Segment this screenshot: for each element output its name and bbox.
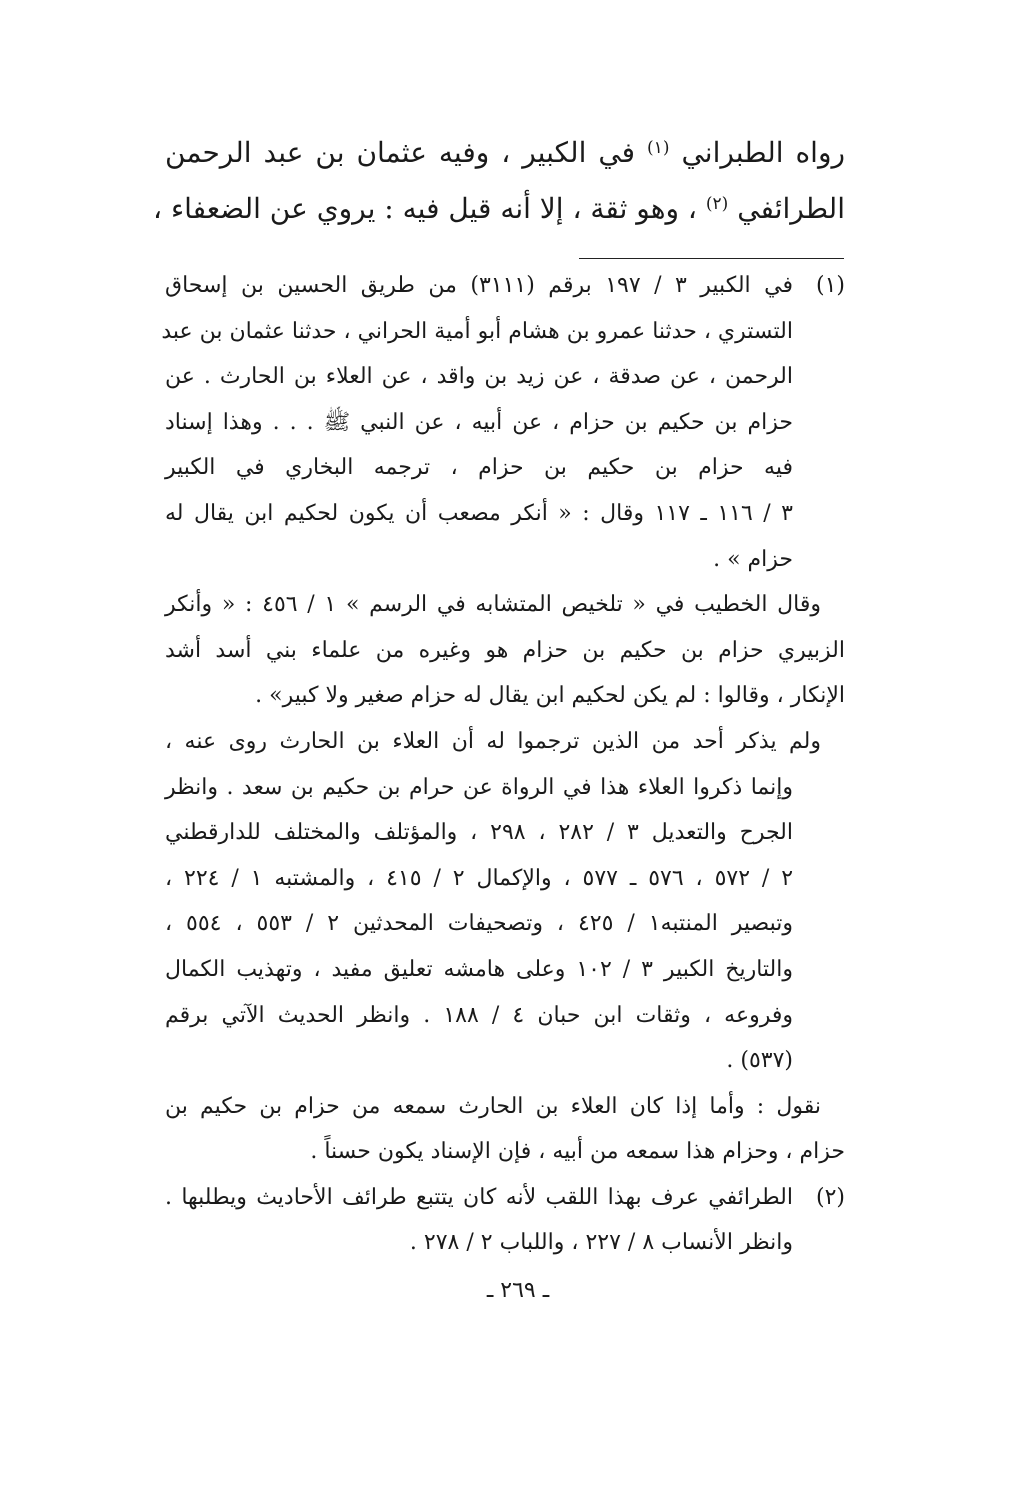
footnote-2 [165,1175,845,1266]
footnote-line: ٣ / ١١٦ ـ ١١٧ وقال : « أنكر مصعب أن يكون لحكيم ابن يقال له [165,500,793,526]
footnote-line: الطرائفي عرف بهذا اللقب لأنه كان يتتبع طرائف الأحاديث ويطلبها . [165,1184,793,1210]
footnote-paragraph [165,582,845,719]
main-text-line [165,125,845,181]
footnote-line: وفروعه ، وثقات ابن حبان ٤ / ١٨٨ . وانظر الحديث الآتي برقم [165,1002,793,1028]
footnote-line: ولم يذكر أحد من الذين ترجموا له أن العلاء بن الحارث روى عنه ، [165,728,821,754]
main-text [153,125,845,237]
footnote-line: فيه حزام بن حكيم بن حزام ، ترجمه البخاري في الكبير [165,455,793,481]
footnote-line: نقول : وأما إذا كان العلاء بن الحارث سمعه من حزام بن حكيم بن [165,1093,821,1119]
footnote-line: حزام ، وحزام هذا سمعه من أبيه ، فإن الإسناد يكون حسناً . [310,1139,845,1165]
footnote-separator [579,258,844,259]
footnote-ref-1: (١) [647,138,670,158]
page-number: ـ ٢٦٩ ـ [486,1278,550,1303]
main-text-segment: رواه الطبراني [681,136,845,169]
main-text-line [153,181,845,237]
footnote-paragraph [165,1084,845,1175]
footnote-paragraph [165,719,845,765]
footnote-line: وتبصير المنتبه١ / ٤٢٥ ، وتصحيفات المحدثين ٢ / ٥٥٣ ، ٥٥٤ ، [165,911,794,937]
footnote-line: وقال الخطيب في « تلخيص المتشابه في الرسم » ١ / ٤٥٦ : « وأنكر [165,592,821,618]
main-text-segment: الطرائفي [737,192,845,225]
footnote-number: (٢) [815,1184,845,1210]
footnote-line: حزام بن حكيم بن حزام ، عن أبيه ، عن النبي ﷺ . . . وهذا إسناد [165,409,793,435]
footnote-line: حزام » . [713,546,793,572]
footnotes [161,263,845,1266]
footnote-line: الرحمن ، عن صدقة ، عن زيد بن واقد ، عن العلاء بن الحارث . عن [165,364,793,390]
footnote-number: (١) [815,273,845,298]
footnote-1 [161,263,845,1175]
footnote-line: وانظر الأنساب ٨ / ٢٢٧ ، واللباب ٢ / ٢٧٨ . [409,1230,793,1256]
footnote-line: وإنما ذكروا العلاء هذا في الرواة عن حرام بن حكيم بن سعد . وانظر [165,774,793,800]
footnote-line: الإنكار ، وقالوا : لم يكن لحكيم ابن يقال له حزام صغير ولا كبير» . [255,683,845,709]
footnote-line: التستري ، حدثنا عمرو بن هشام أبو أمية الحراني ، حدثنا عثمان بن عبد [161,318,793,344]
main-text-segment: ، وهو ثقة ، إلا أنه قيل فيه : يروي عن الضعفاء ، [153,192,697,225]
footnote-line: الجرح والتعديل ٣ / ٢٨٢ ، ٢٩٨ ، والمؤتلف والمختلف للدارقطني [165,820,793,846]
footnote-line: في الكبير ٣ / ١٩٧ برقم (٣١١١) من طريق الحسين بن إسحاق [165,273,793,298]
main-text-segment: في الكبير ، وفيه عثمان بن عبد الرحمن [165,136,636,169]
footnote-line: والتاريخ الكبير ٣ / ١٠٢ وعلى هامشه تعليق مفيد ، وتهذيب الكمال [165,956,793,982]
footnote-line: الزبيري حزام بن حكيم بن حزام هو وغيره من علماء بني أسد أشد [165,637,845,663]
footnote-line: (٥٣٧) . [726,1048,793,1074]
footnote-ref-2: (٢) [705,194,729,214]
footnote-line: ٢ / ٥٧٢ ، ٥٧٦ ـ ٥٧٧ ، والإكمال ٢ / ٤١٥ ، والمشتبه ١ / ٢٢٤ ، [165,865,794,891]
